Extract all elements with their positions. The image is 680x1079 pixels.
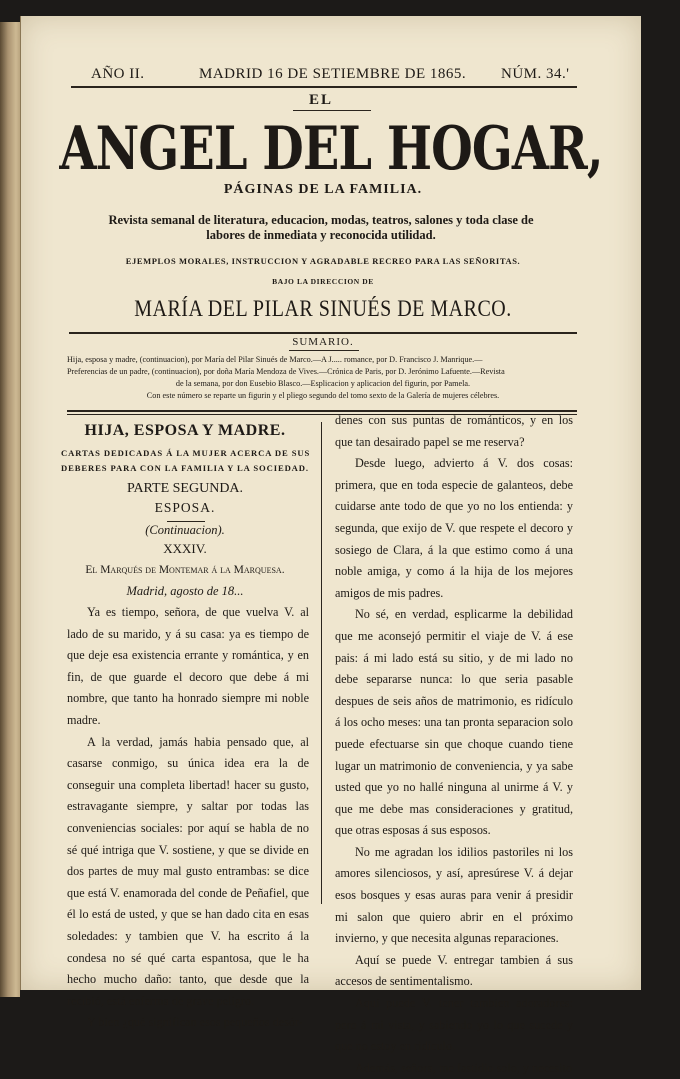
description-line-1: Revista semanal de literatura, educacion, modas, teatros, salones y toda clase de <box>108 213 534 227</box>
article-chapter: XXXIV. <box>163 541 207 556</box>
sumario-line-1: Hija, esposa y madre, (continuacion), por María del Pilar Sinués de Marco.—A J..... romance, por D. Francisco J. Manrique.— <box>67 355 483 364</box>
right-paragraph: Aquí se puede V. entregar tambien á sus accesos de sentimentalismo. <box>335 952 573 989</box>
sumario-text <box>67 354 579 402</box>
article-section: ESPOSA. <box>154 500 216 515</box>
book-spine <box>0 22 20 997</box>
masthead-title: ANGEL DEL HOGAR, <box>59 114 603 185</box>
right-paragraph: Además, señora, me fastidio solo, y necesito <box>355 1060 572 1075</box>
sumario-small-rule <box>289 350 359 351</box>
right-paragraph: Aquí puede V. tener tambien adoradores: pero á mi vista, y sabiendo yo lo que sucede y que no estoy en ridículo. <box>335 996 573 1054</box>
article-subtitle-2: DEBERES PARA CON LA FAMILIA Y LA SOCIEDAD. <box>61 463 309 473</box>
issue-number: NÚM. 34.' <box>501 66 570 82</box>
right-paragraph: No me agradan los idilios pastoriles ni los amores silenciosos, y así, apresúrese V. á dejar esos bosques y esas auras para venir á presidir mi salon que quiero abrir en el próximo invierno, y que necesita algunas reparaciones. <box>335 844 573 946</box>
right-column-body <box>335 410 573 1079</box>
section-rule <box>167 521 205 522</box>
masthead-bottom-rule <box>69 332 577 334</box>
left-column-body <box>67 602 309 1034</box>
left-paragraph: Ya es tiempo, señora, de que vuelva V. al lado de su marido, y á su casa: ya es tiempo de que deje esa existencia errante y romántica, y en fin, de que guarde el decoro que debe á mi nombre, que tanto ha honrado siempre mi noble madre. <box>67 605 309 727</box>
letter-heading: El Marqués de Montemar á la Marquesa. <box>85 564 285 576</box>
sumario-line-2: Preferencias de un padre, (continuacion), por doña María Mendoza de Vives.—Crónica de Paris, por D. Jerónimo Lafuente.—Revista <box>67 367 505 376</box>
sumario-heading: SUMARIO. <box>292 336 354 348</box>
article-subtitle <box>61 446 309 476</box>
masthead-director: MARÍA DEL PILAR SINUÉS DE MARCO. <box>134 296 512 322</box>
issue-year: AÑO II. <box>91 66 145 82</box>
masthead-description <box>61 213 581 243</box>
right-paragraph: denes con sus puntas de románticos, y en los que tan desairado papel se me reserva? <box>335 413 573 449</box>
masthead-direction: BAJO LA DIRECCION DE <box>272 277 374 286</box>
article-title: HIJA, ESPOSA Y MADRE. <box>84 422 286 439</box>
letter-dateline: Madrid, agosto de 18... <box>126 584 244 598</box>
right-paragraph: Desde luego, advierto á V. dos cosas: primera, que en toda especie de galanteos, debe cuidarse ante todo de que yo no los entienda: y segunda, que exijo de V. que respete el decoro y sosiego de Clara, á la que estimo como á una noble amiga, y como á la hija de los mejores amigos de mis padres. <box>335 456 573 600</box>
description-line-2: labores de inmediata y reconocida utilidad. <box>206 228 436 242</box>
right-paragraph: No sé, en verdad, esplicarme la debilidad que me aconsejó permitir el viaje de V. á ese pais: á mi lado está su sitio, y de mi lado no debe separarse nunca: lo que seria pasable despues de seis años de matrimonio, es ridículo á los ocho meses: una tan pronta separacion solo puede efectuarse sin que choque cuando tiene lugar un matrimonio de conveniencia, y ya sabe usted que yo no hallé ninguna al unirme á V. y que me debe mas consideraciones y gratitud, que otras esposas á sus esposos. <box>335 607 573 838</box>
left-paragraph: Y bien ¿qué significan esos pequeños desór- <box>87 1015 303 1030</box>
sumario-line-4: Con este número se reparte un figurin y el pliego segundo del tomo sexto de la Galería de mujeres célebres. <box>146 391 500 400</box>
issue-date: MADRID 16 DE SETIEMBRE DE 1865. <box>199 66 467 82</box>
masthead-subtitle: PÁGINAS DE LA FAMILIA. <box>223 182 423 197</box>
article-continuation: (Continuacion). <box>145 523 225 537</box>
article-subtitle-1: CARTAS DEDICADAS Á LA MUJER ACERCA DE SUS <box>61 448 311 458</box>
left-paragraph: A la verdad, jamás habia pensado que, al casarse conmigo, su única idea era la de conseguir una completa libertad! hacer su gusto, estravagante siempre, y saltar por todas las conveniencias sociales: por aquí se habla de no sé qué intriga que V. sostiene, y que se divide en dos partes de muy mal gusto entrambas: se dice que está V. enamorada del conde de Peñafiel, que él lo está de usted, y que se han dado cita en esas soledades: y tambien que V. ha escrito á la condesa no sé qué carta espantosa, que le ha hecho mucho daño: tanto, que desde que la recibió, está enferma de grave peligro. <box>67 734 309 1008</box>
column-divider <box>321 422 322 904</box>
masthead-examples: EJEMPLOS MORALES, INSTRUCCION Y AGRADABLE RECREO PARA LAS SEÑORITAS. <box>125 256 521 266</box>
header-rule <box>71 86 577 88</box>
masthead-small-rule <box>293 110 371 111</box>
masthead-article: EL <box>308 92 333 108</box>
sumario-line-3: de la semana, por don Eusebio Blasco.—Esplicacion y aplicacion del figurin, por Pamela. <box>175 379 471 388</box>
newspaper-page <box>20 16 641 1075</box>
article-part: PARTE SEGUNDA. <box>126 481 244 496</box>
